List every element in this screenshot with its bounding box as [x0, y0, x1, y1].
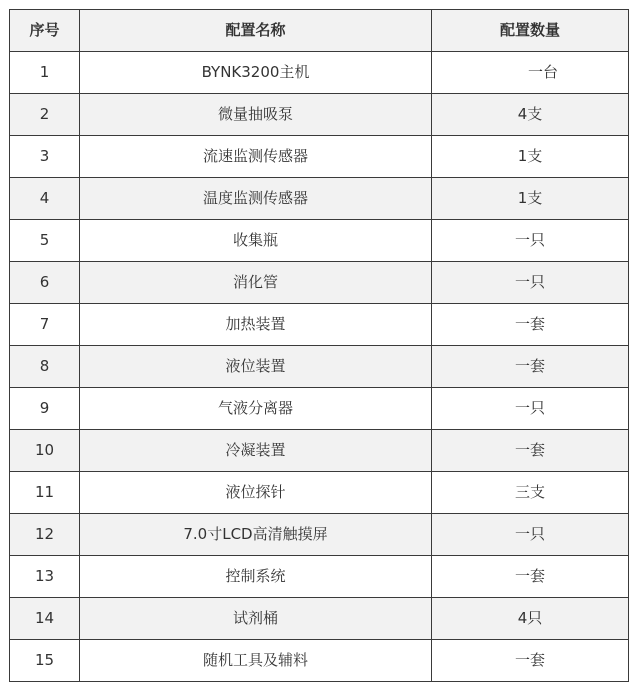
row-item-name: 流速监测传感器: [80, 136, 432, 178]
row-item-name: 液位探针: [80, 472, 432, 514]
table-row: [10, 388, 629, 430]
row-serial: 15: [10, 640, 80, 682]
row-serial: 5: [10, 220, 80, 262]
header-item-name: 配置名称: [80, 10, 432, 52]
row-serial: 10: [10, 430, 80, 472]
row-item-name: 微量抽吸泵: [80, 94, 432, 136]
row-item-name: 试剂桶: [80, 598, 432, 640]
row-item-name: 随机工具及辅料: [80, 640, 432, 682]
row-quantity: 一只: [432, 220, 629, 262]
row-serial: 4: [10, 178, 80, 220]
row-serial: 11: [10, 472, 80, 514]
row-item-name: 控制系统: [80, 556, 432, 598]
row-quantity: [432, 52, 629, 94]
table-row: [10, 640, 629, 682]
row-item-name: 冷凝装置: [80, 430, 432, 472]
row-serial: 2: [10, 94, 80, 136]
row-serial: 1: [10, 52, 80, 94]
table-row: [10, 262, 629, 304]
row-serial: 8: [10, 346, 80, 388]
config-table: [9, 9, 629, 682]
row-item-name: 消化管: [80, 262, 432, 304]
row-quantity: 一套: [432, 346, 629, 388]
row-item-name: BYNK3200主机: [80, 52, 432, 94]
row-serial: 3: [10, 136, 80, 178]
row-serial: 7: [10, 304, 80, 346]
row-quantity: 4只: [432, 598, 629, 640]
table-row: [10, 556, 629, 598]
table-row: [10, 430, 629, 472]
row-item-name: 加热装置: [80, 304, 432, 346]
row-serial: 14: [10, 598, 80, 640]
table-header-row: [10, 10, 629, 52]
row-quantity: 一只: [432, 388, 629, 430]
table-row: [10, 346, 629, 388]
table-row: [10, 304, 629, 346]
row-item-name: 气液分离器: [80, 388, 432, 430]
row-quantity-text: 一台: [527, 63, 558, 81]
row-serial: 12: [10, 514, 80, 556]
config-table-container: [9, 9, 629, 682]
row-quantity: 一套: [432, 556, 629, 598]
row-quantity: 一套: [432, 640, 629, 682]
table-row: [10, 136, 629, 178]
row-item-name: 收集瓶: [80, 220, 432, 262]
row-quantity: 1支: [432, 136, 629, 178]
row-quantity: 1支: [432, 178, 629, 220]
table-row: [10, 598, 629, 640]
row-quantity: 一套: [432, 304, 629, 346]
row-serial: 13: [10, 556, 80, 598]
table-row: [10, 514, 629, 556]
table-row: [10, 472, 629, 514]
table-row: [10, 220, 629, 262]
header-quantity: 配置数量: [432, 10, 629, 52]
row-serial: 9: [10, 388, 80, 430]
row-quantity: 三支: [432, 472, 629, 514]
row-quantity: 一只: [432, 514, 629, 556]
row-serial: 6: [10, 262, 80, 304]
row-item-name: 液位装置: [80, 346, 432, 388]
row-quantity: 一套: [432, 430, 629, 472]
row-item-name: 7.0寸LCD高清触摸屏: [80, 514, 432, 556]
row-quantity: 一只: [432, 262, 629, 304]
header-serial: 序号: [10, 10, 80, 52]
table-row: [10, 178, 629, 220]
table-row: [10, 94, 629, 136]
row-item-name: 温度监测传感器: [80, 178, 432, 220]
table-row: [10, 52, 629, 94]
row-quantity: 4支: [432, 94, 629, 136]
